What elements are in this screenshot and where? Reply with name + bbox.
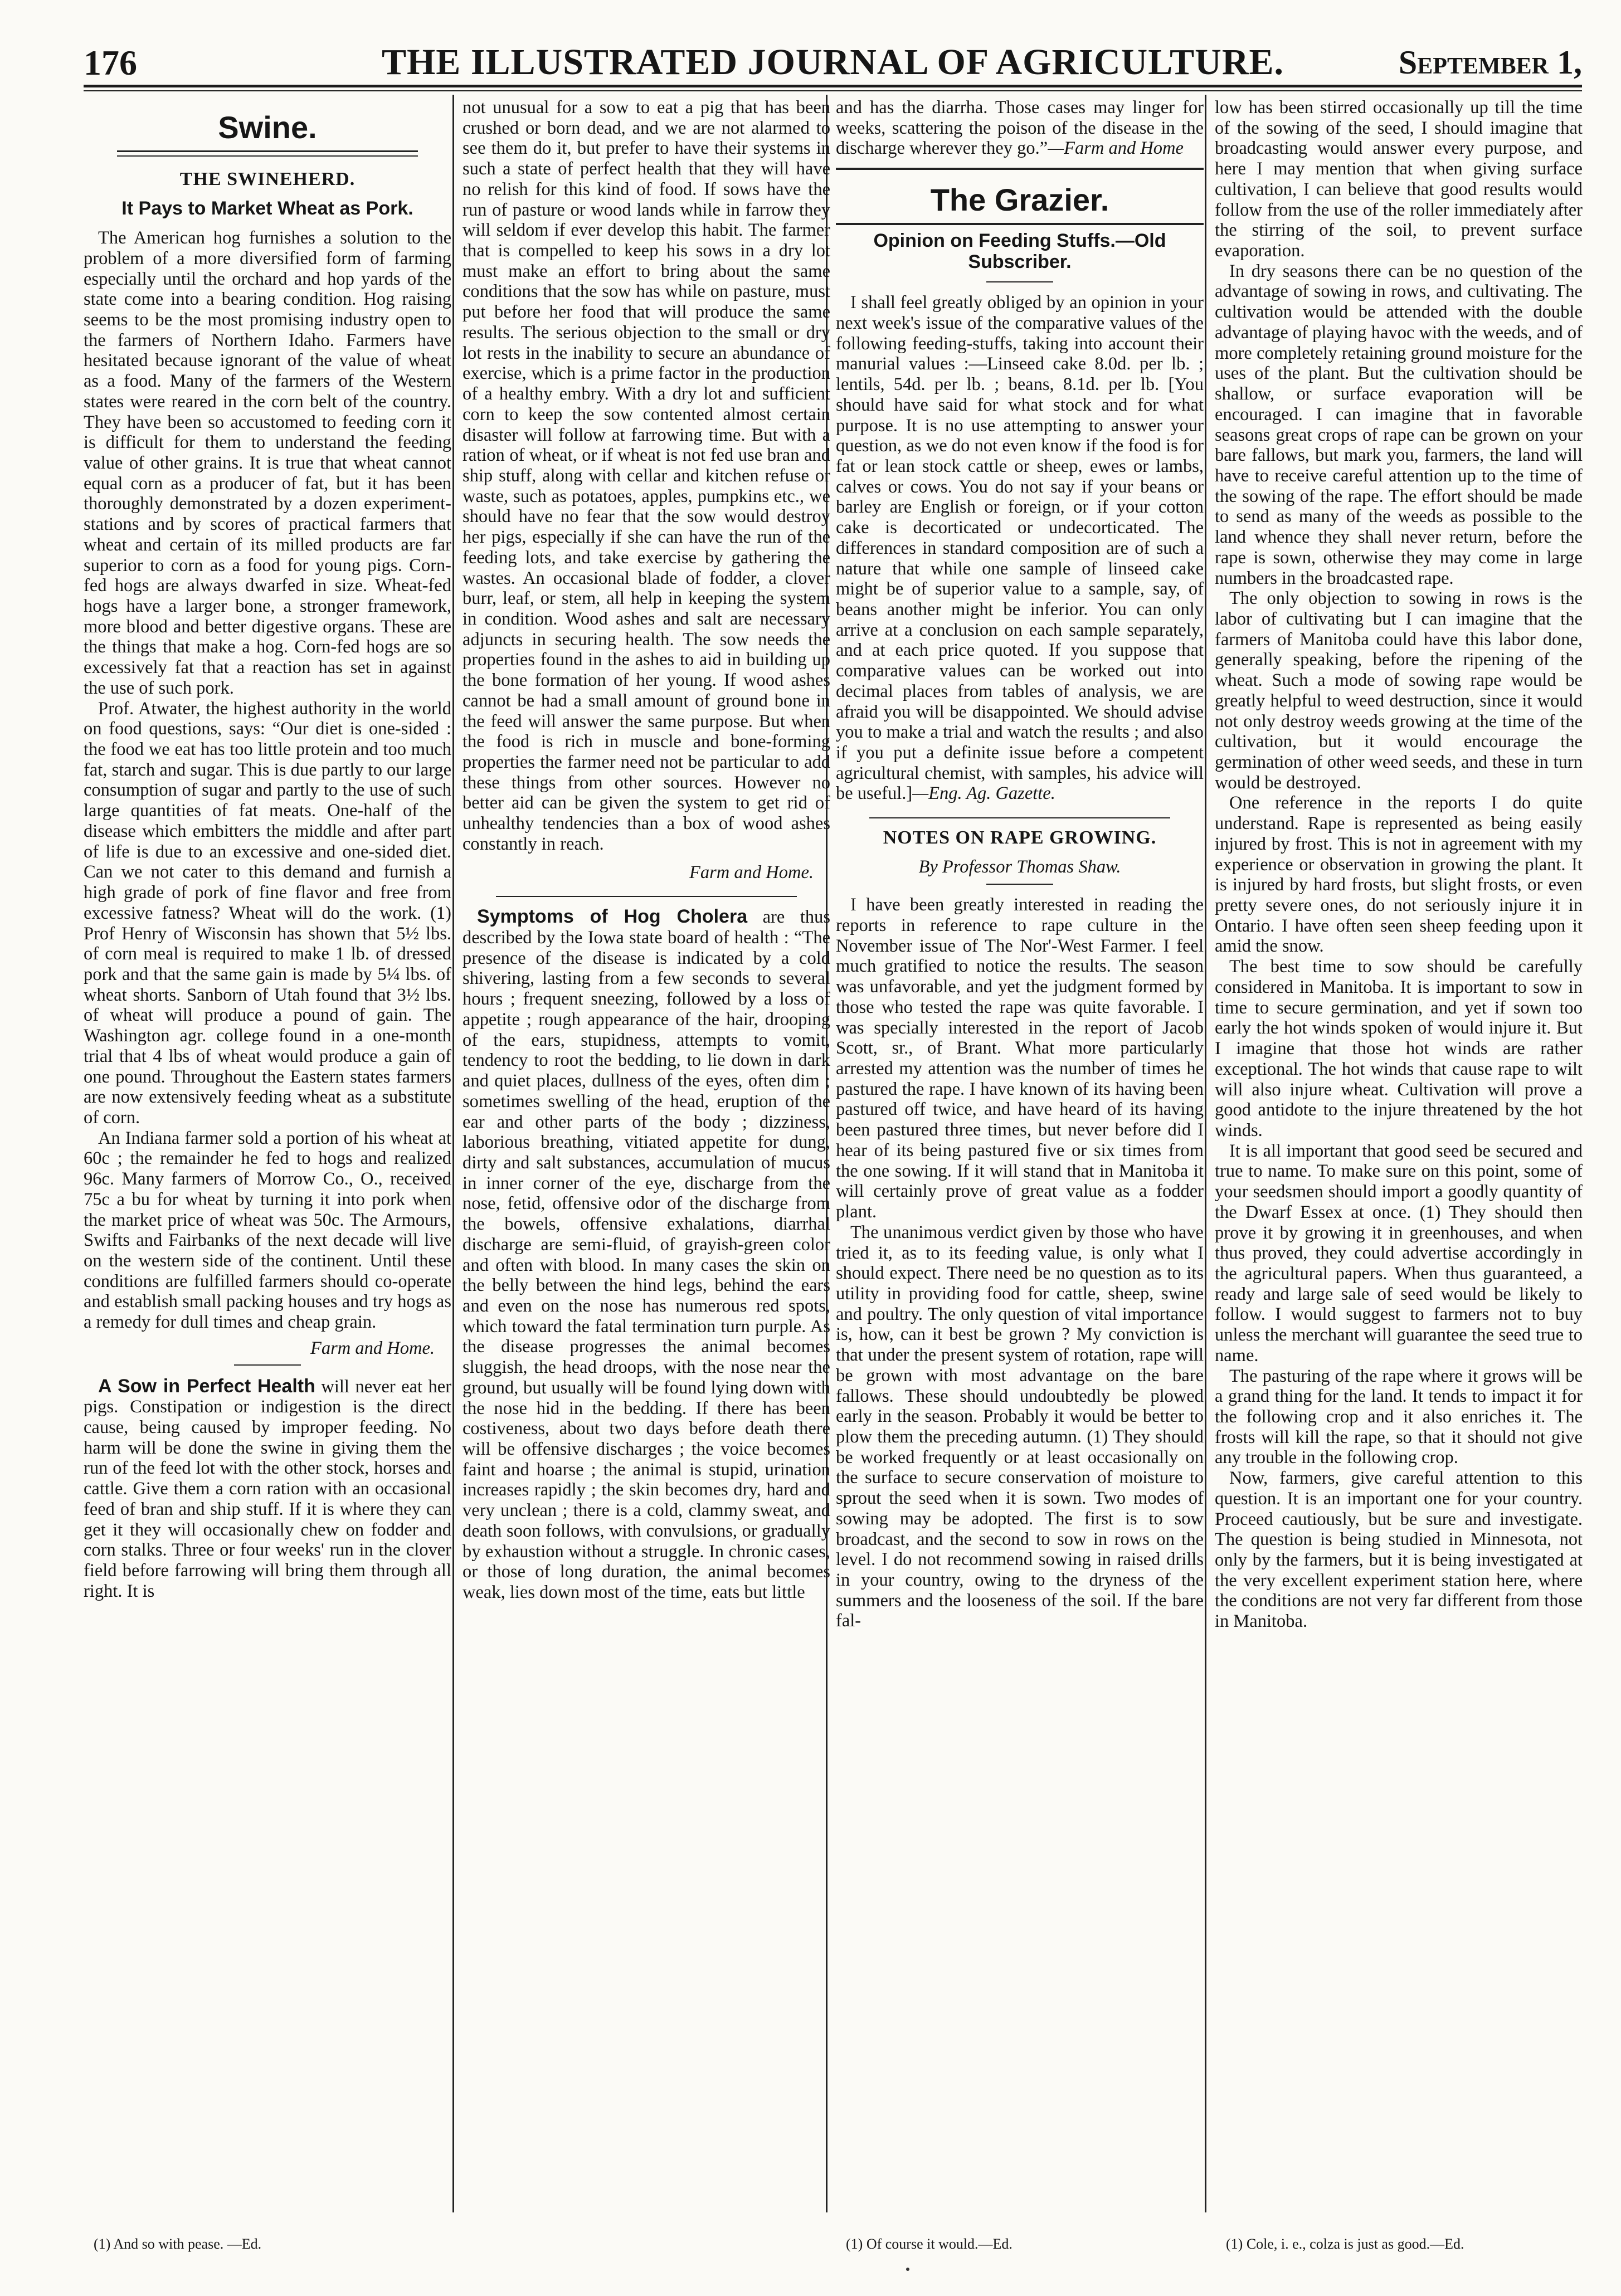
separator	[234, 1364, 301, 1366]
page-number: 176	[84, 43, 137, 82]
footnote: (1) And so with pease. —Ed.	[94, 2236, 262, 2252]
article-paragraph: The best time to sow should be carefully considered in Manitoba. It is important to sow in time to secure germination, and yet if sown too early the hot winds spoken of would injure it. But I imagine that those hot winds are rather exceptional. The hot winds that cause rape to wilt will also injure wheat. Cultivation will prove a good antidote to the injure threatened by the hot winds.	[1215, 957, 1583, 1140]
article-paragraph: Prof. Atwater, the highest authority in the world on food questions, says: “Our diet is one-sided : the food we eat has too little protein and too much fat, starch and sugar. This is due partly to our large consumption of sugar and partly to the use of such large quantities of fat meats. One-half of the disease which embitters the middle and after part of life is due to an excessive and one-sided diet. Can we not cater to this demand and furnish a high grade of pork of fine flavor and free from excessive fatness? Wheat will do the work. (1) Prof Henry of Wisconsin has shown that 5½ lbs. of corn meal is required to make 1 lb. of dressed pork and that the same gain is made by 5¼ lbs. of wheat shorts. Sanborn of Utah found that 3½ lbs. of wheat will produce a pound of gain. The Washington agr. college found in a one-month trial that 4 lbs of wheat would produce a gain of one pound. Throughout the Eastern states farmers are now extensively feeding wheat as a substitute of corn.	[84, 698, 451, 1128]
feeding-paragraph	[836, 293, 1204, 804]
column-1	[84, 98, 451, 2212]
cholera-continued: and has the diarrha. Those cases may linger for weeks, scattering the poison of the disease in the discharge wherever they go.”	[836, 98, 1204, 159]
article-paragraph: I have been greatly interested in reading the reports in reference to rape culture in the November issue of The Nor'-West Farmer. I feel much gratified to notice the results. The season was unfavorable, and yet the judgment formed by those who tested the rape was quite favorable. I was specially interested in the report of Jacob Scott, sr., of Brant. What more particularly arrested my attention was the number of times he pastured the rape. I have known of its having been pastured off twice, and have heard of its having been pastured three times, but never before did I hear of its being pastured five or six times from the one sowing. If it will stand that in Manitoba it will certainly prove of great value as a fodder plant.	[836, 895, 1204, 1222]
article-paragraph: Now, farmers, give careful attention to this question. It is an important one for your country. Proceed cautiously, but be sure and investigate. The question is being studied in Minnesota, not only by the farmers, but it is being investigated at the very excellent experiment station here, where the conditions are not very far different from those in Manitoba.	[1215, 1468, 1583, 1632]
footnote: (1) Of course it would.—Ed.	[846, 2236, 1012, 2252]
article-paragraph: not unusual for a sow to eat a pig that has been crushed or born dead, and we are not alarmed to see them do it, but prefer to have their systems in such a state of perfect health that they will have no relish for this kind of food. If sows have the run of pasture or wood lands while in farrow they will seldom if ever develop this habit. The farmer that is compelled to keep his sows in a dry lot must make an effort to bring about the same conditions that the sow has while on pasture, must put before her food that will produce the same results. The serious objection to the small or dry lot rests in the inability to secure an abundance of exercise, which is a prime factor in the production of a healthy embry. With a dry lot and sufficient corn to keep the sow contented almost certain disaster will follow at farrowing time. But with a ration of wheat, or if wheat is not fed use bran and ship stuff, along with cellar and kitchen refuse or waste, such as potatoes, apples, pumpkins etc., we should have no fear that the sow would destroy her pigs, especially if she can have the run of the feeding lots, and take exercise by gathering the wastes. An occasional blade of fodder, a clover burr, leaf, or stem, all help in keeping the system in condition. Wood ashes and salt are necessary adjuncts in securing health. The sow needs the properties found in the ashes to aid in building up the bone formation of her young. If wood ashes cannot be had a small amount of ground bone in the feed will answer the same purpose. But when the food is rich in muscle and bone-forming properties the farmer need not be particular to add these things from other sources. However no better aid can be given the system to get rid of unhealthy tendencies than a box of wood ashes constantly in reach.	[463, 98, 830, 854]
article-headline: Opinion on Feeding Stuffs.—Old Subscriber.	[873, 230, 1166, 272]
byline: By Professor Thomas Shaw.	[918, 856, 1121, 877]
source-credit: Farm and Home.	[689, 862, 814, 883]
article-paragraph: low has been stirred occasionally up till the time of the sowing of the seed, I should imagine that broadcasting would answer every purpose, and here I may mention that when giving surface cultivation, I can believe that good results would follow from the use of the roller immediately after the stirring of the soil, to prevent surface evaporation.	[1215, 98, 1583, 261]
footnote: (1) Cole, i. e., colza is just as good.—Ed.	[1226, 2236, 1464, 2252]
section-heading-grazier: The Grazier.	[930, 182, 1109, 218]
print-speck	[906, 2268, 909, 2271]
source-credit: Farm and Home.	[310, 1338, 435, 1358]
header-rule-thin	[84, 90, 1582, 91]
article-paragraph: The American hog furnishes a solution to the problem of a more diversified form of farming especially until the orchard and hop yards of the state come into a bearing condition. Hog raising seems to be the most promising industry open to the farmers of Northern Idaho. Farmers have hesitated because ignorant of the value of wheat as a food. Many of the farmers of the Western states were reared in the corn belt of the country. They have been so accustomed to feeding corn it is difficult for them to understand the feeding value of other grains. It is true that wheat cannot equal corn as a producer of fat, but it has been thoroughly demonstrated by a dozen experiment-stations and by scores of practical farmers that wheat and certain of its milled products are far superior to corn as a food for young pigs. Corn-fed hogs are always dwarfed in size. Wheat-fed hogs have a larger bone, a stronger framework, more blood and better digestive organs. These are the things that make a hog. Corn-fed hogs are so excessively fat that a reaction has set in against the use of such pork.	[84, 228, 451, 698]
article-paragraph: The unanimous verdict given by those who have tried it, as to its feeding value, is only what I should expect. There need be no question as to its utility in providing food for cattle, sheep, swine and poultry. The only question of vital importance is, how, can it best be grown ? My conviction is that under the present system of rotation, rape will be grown with most advantage on the bare fallows. These should undoubtedly be plowed early in the season. Probably it would be better to plow them the preceding autumn. (1) They should be worked frequently or at least occasionally on the surface to secure conservation of moisture to sprout the seed when it is sown. Two modes of sowing may be adopted. The first is to sow broadcast, and the second to sow in rows on the level. I do not recommend sowing in raised drills in your country, owing to the dryness of the summers and the looseness of the soil. If the bare fal-	[836, 1222, 1204, 1631]
feeding-text: I shall feel greatly obliged by an opinion in your next week's issue of the comparative values of the following feeding-stuffs, taking into account their manurial values :—Linseed cake 8.0d. per lb. ; lentils, 54d. per lb. ; beans, 8.1d. per lb. [You should have said for what stock and for what purpose. It is no use attempting to answer your question, as we do not even know if the food is for fat or lean stock cattle or sheep, ewes or lambs, calves or cows. You do not say if your beans or barley are English or foreign, or if your cotton cake is decorticated or undecorticated. The differences in standard composition are of such a nature that while one sample of linseed cake might be of superior value to a sample, say, of beans another might be inferior. You can only arrive at a conclusion on each sample separately, and at each price quoted. If you suppose that comparative values can be worked out into decimal places from tables of analysis, we are afraid you will be disappointed. We should advise you to make a trial and watch the results ; and also if you put a definite issue before a competent agricultural chemist, with samples, his advice will be useful.]	[836, 293, 1204, 804]
sow-text: will never eat her pigs. Constipation or indigestion is the direct cause, being caused by improper feeding. No harm will be done the swine in giving them the run of the feed lot with the other stock, horses and cattle. Give them a corn ration with an occasional feed of bran and ship stuff. If it is where they can get it they will occasionally chew on fodder and corn stalks. Three or four weeks' run in the clover field before farrowing will bring them through all right. It is	[84, 1376, 451, 1601]
separator	[496, 896, 797, 897]
separator	[869, 817, 1170, 818]
column-2	[463, 98, 830, 2212]
column-3	[836, 98, 1204, 2212]
source-credit: —Eng. Ag. Gazette.	[912, 783, 1055, 804]
cholera-lead: Symptoms of Hog Cholera	[477, 906, 748, 928]
cholera-paragraph	[463, 906, 830, 1602]
article-paragraph: An Indiana farmer sold a portion of his wheat at 60c ; the remainder he fed to hogs and realized 96c. Many farmers of Morrow Co., O., received 75c a bu for wheat by turning it into pork when the market price of wheat was 50c. The Armours, Swifts and Fairbanks of the next decade will live on the western side of the continent. Until these conditions are fulfilled farmers should co-operate and establish small packing houses and try hogs as a remedy for dull times and cheap grain.	[84, 1128, 451, 1333]
column-divider	[1205, 95, 1206, 2212]
article-paragraph	[836, 98, 1204, 159]
column-4	[1215, 98, 1583, 2212]
issue-date: September 1,	[1398, 44, 1582, 81]
column-divider	[452, 95, 454, 2212]
article-paragraph: One reference in the reports I do quite understand. Rape is represented as being easily injured by frost. This is not in agreement with my experience or observation in growing the plant. It is injured by hard frosts, but slight frosts, or even pretty severe ones, do not seriously injure it in Ontario. I have often seen sheep feeding upon it amid the snow.	[1215, 793, 1583, 957]
header-rule	[84, 85, 1582, 87]
source-credit: —Farm and Home	[1048, 138, 1184, 159]
cholera-text: are thus described by the Iowa state board of health : “The presence of the disease is indicated by a cold shivering, lasting from a few seconds to several hours ; frequent sneezing, followed by a loss of appetite ; rough appearance of the hair, drooping of the ears, stupidness, attempts to vomit, tendency to root the bedding, to lie down in dark and quiet places, dullness of the eyes, often dim ; sometimes swelling of the head, eruption of the ear and other parts of the body ; dizziness, laborious breathing, vitiated appetite for dung, dirty and salt substances, accumulation of mucus in inner corner of the eye, discharge from the nose, fetid, offensive odor of the discharge from the bowels, offensive exhalations, diarrhal discharge are semi-fluid, of grayish-green color and often with blood. In many cases the skin on the belly between the hind legs, behind the ears and even on the nose has numerous red spots, which toward the fatal termination turn purple. As the disease progresses the animal becomes sluggish, the head droops, with the nose near the ground, but usually will be found lying down with the nose hid in the bedding. If there has been costiveness, about two days before death there will be offensive discharges ; the voice becomes faint and hoarse ; the animal is stupid, urination increases rapidly ; the skin becomes dry, hard and very unclean ; there is a cold, clammy sweat, and death soon follows, with convulsions, or gradually by exhaustion without a struggle. In chronic cases, or those of long duration, the animal becomes weak, lies down most of the time, eats but little	[463, 907, 830, 1603]
section-rule	[836, 223, 1204, 225]
section-rule	[836, 168, 1204, 170]
separator	[986, 281, 1053, 282]
article-headline: It Pays to Market Wheat as Pork.	[121, 197, 413, 219]
article-paragraph: It is all important that good seed be secured and true to name. To make sure on this point, some of your seedsmen should import a goodly quantity of the Dwarf Essex at once. (1) They should then prove it by growing it in greenhouses, and when thus proved, they could advertise accordingly in the agricultural papers. When thus guaranteed, a ready and large sale of seed would be likely to follow. I would suggest to farmers not to buy unless the merchant will guarantee the seed true to name.	[1215, 1140, 1583, 1366]
section-rule	[117, 150, 418, 157]
article-paragraph: The only objection to sowing in rows is the labor of cultivating but I can imagine that the farmers of Manitoba could have this labor done, generally speaking, before the ripening of the wheat. Such a mode of sowing rape would be greatly helpful to weed destruction, since it would not only destroy weeds growing at the time of the cultivation, but it would encourage the germination of other weed seeds, and these in turn would be destroyed.	[1215, 588, 1583, 793]
section-heading-swine: Swine.	[218, 110, 317, 145]
article-paragraph: The pasturing of the rape where it grows will be a grand thing for the land. It tends to impact it for the following crop and it also enriches it. The frosts will kill the rape, so that it should not give any trouble in the following crop.	[1215, 1366, 1583, 1468]
sow-paragraph	[84, 1376, 451, 1602]
subtitle-swineherd: THE SWINEHERD.	[179, 169, 356, 190]
journal-title: THE ILLUSTRATED JOURNAL OF AGRICULTURE.	[381, 42, 1284, 82]
separator	[986, 884, 1053, 885]
rape-headline: NOTES ON RAPE GROWING.	[883, 827, 1157, 849]
sow-lead: A Sow in Perfect Health	[98, 1375, 315, 1397]
article-paragraph: In dry seasons there can be no question of the advantage of sowing in rows, and cultivating. The cultivation would be attended with the double advantage of playing havoc with the weeds, and of more completely retaining ground moisture for the uses of the plant. But the cultivation should be shallow, or surface evaporation will be encouraged. I can imagine that in favorable seasons great crops of rape can be grown on your bare fallows, but mark you, farmers, the land will have to receive careful attention up to the time of the sowing of the rape. The effort should be made to send as many of the weeds as possible to the land whence they shall never return, before the rape is sown, otherwise they may come in large numbers in the broadcasted rape.	[1215, 261, 1583, 588]
